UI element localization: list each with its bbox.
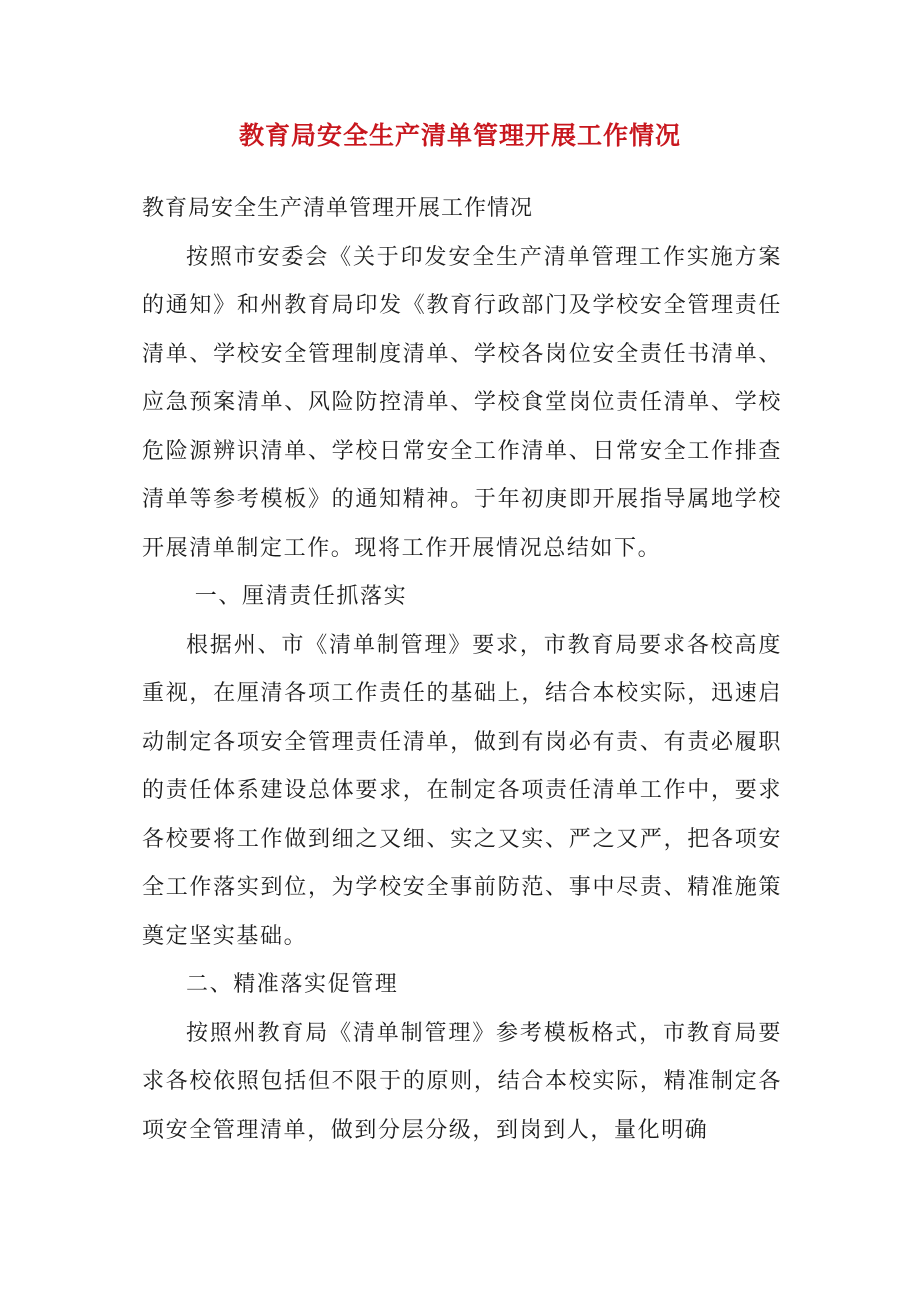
paragraph-intro: 按照市安委会《关于印发安全生产清单管理工作实施方案的通知》和州教育局印发《教育行政部门及学校安全管理责任清单、学校安全管理制度清单、学校各岗位安全责任书清单、应急预案清单、风险防控清单、学校食堂岗位责任清单、学校危险源辨识清单、学校日常安全工作清单、日常安全工作排查清单等参考模板》的通知精神。于年初庚即开展指导属地学校开展清单制定工作。现将工作开展情况总结如下。: [142, 244, 782, 561]
paragraph-section-1: 根据州、市《清单制管理》要求，市教育局要求各校高度重视，在厘清各项工作责任的基础上，结合本校实际，迅速启动制定各项安全管理责任清单，做到有岗必有责、有责必履职的责任体系建设总体要求，在制定各项责任清单工作中，要求各校要将工作做到细之又细、实之又实、严之又严，把各项安全工作落实到位，为学校安全事前防范、事中尽责、精准施策奠定坚实基础。: [142, 632, 782, 949]
paragraph-section-2: 按照州教育局《清单制管理》参考模板格式，市教育局要求各校依照包括但不限于的原则，结合本校实际，精准制定各项安全管理清单，做到分层分级，到岗到人，量化明确: [142, 1020, 782, 1143]
document-body: [142, 185, 782, 1155]
document-title: 教育局安全生产清单管理开展工作情况: [238, 121, 681, 150]
section-heading-2: 二、精准落实促管理: [186, 972, 399, 997]
document-subtitle: 教育局安全生产清单管理开展工作情况: [142, 196, 534, 221]
section-heading-1: 一、厘清责任抓落实: [194, 584, 408, 609]
